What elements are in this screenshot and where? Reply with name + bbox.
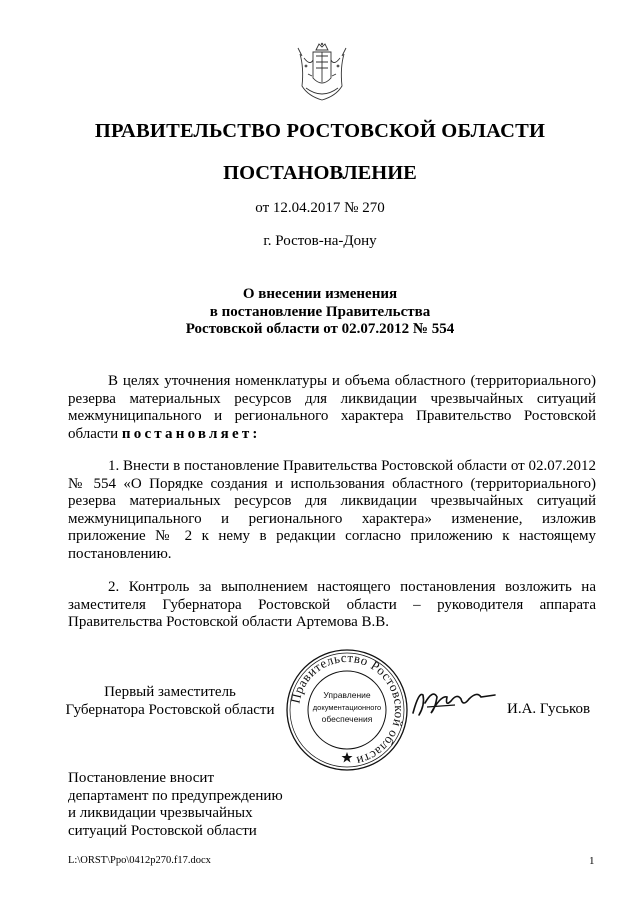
item-1-paragraph: 1. Внести в постановление Правительства Ростовской области от 02.07.2012 № 554 «О Порядке создания и использования областного (территориального) резерва материальных ресурсов для ликвидации чрезвычайных ситуаций межмуниципального и регионального характера» изменение, изложив приложение № 2 к нему в редакции согласно приложению к настоящему постановлению. bbox=[68, 458, 596, 562]
stamp-center-line-2: документационного bbox=[312, 703, 382, 712]
stamp-center-line-1: Управление bbox=[323, 690, 371, 700]
preamble-text: В целях уточнения номенклатуры и объема областного (территориального) резерва материальных ресурсов для ликвидации чрезвычайных ситуаций межмуниципального и регионального характера Правительство Ростовской области bbox=[68, 373, 596, 442]
stamp-ring-text: Правительство Ростовской области bbox=[287, 649, 408, 769]
document-type: ПОСТАНОВЛЕНИЕ bbox=[223, 162, 417, 184]
signer-position bbox=[60, 683, 280, 719]
subject-line-3: Ростовской области от 02.07.2012 № 554 bbox=[185, 321, 455, 337]
government-title: ПРАВИТЕЛЬСТВО РОСТОВСКОЙ ОБЛАСТИ bbox=[94, 120, 546, 142]
document-date-number: от 12.04.2017 № 270 bbox=[255, 200, 385, 216]
coat-of-arms-icon bbox=[294, 38, 350, 106]
resolves-word: постановляет: bbox=[121, 425, 261, 442]
note-line-3: и ликвидации чрезвычайных bbox=[68, 805, 253, 821]
stamp-center-line-3: обеспечения bbox=[321, 714, 373, 724]
signer-name: И.А. Гуськов bbox=[507, 701, 591, 717]
subject-line-1: О внесении изменения bbox=[242, 286, 398, 302]
signer-position-line-1: Первый заместитель bbox=[104, 684, 236, 700]
signer-position-line-2: Губернатора Ростовской области bbox=[65, 702, 275, 718]
document-city: г. Ростов-на-Дону bbox=[263, 233, 377, 249]
note-line-1: Постановление вносит bbox=[68, 770, 215, 786]
star-icon bbox=[342, 752, 353, 763]
document-subject bbox=[0, 286, 640, 339]
page-number: 1 bbox=[589, 855, 595, 867]
item-2-paragraph: 2. Контроль за выполнением настоящего постановления возложить на заместителя Губернатора Ростовской области – руководителя аппарата Правительства Ростовской области Артемова В.В. bbox=[68, 579, 596, 631]
official-stamp bbox=[285, 648, 409, 772]
subject-line-2: в постановление Правительства bbox=[209, 303, 431, 320]
handwritten-signature bbox=[407, 683, 499, 723]
preamble-paragraph bbox=[68, 373, 596, 443]
note-line-4: ситуаций Ростовской области bbox=[68, 822, 257, 839]
footer-file-path: L:\ORST\Ppo\0412p270.f17.docx bbox=[68, 855, 211, 866]
note-line-2: департамент по предупреждению bbox=[68, 787, 283, 804]
submitted-by-note bbox=[68, 770, 328, 840]
